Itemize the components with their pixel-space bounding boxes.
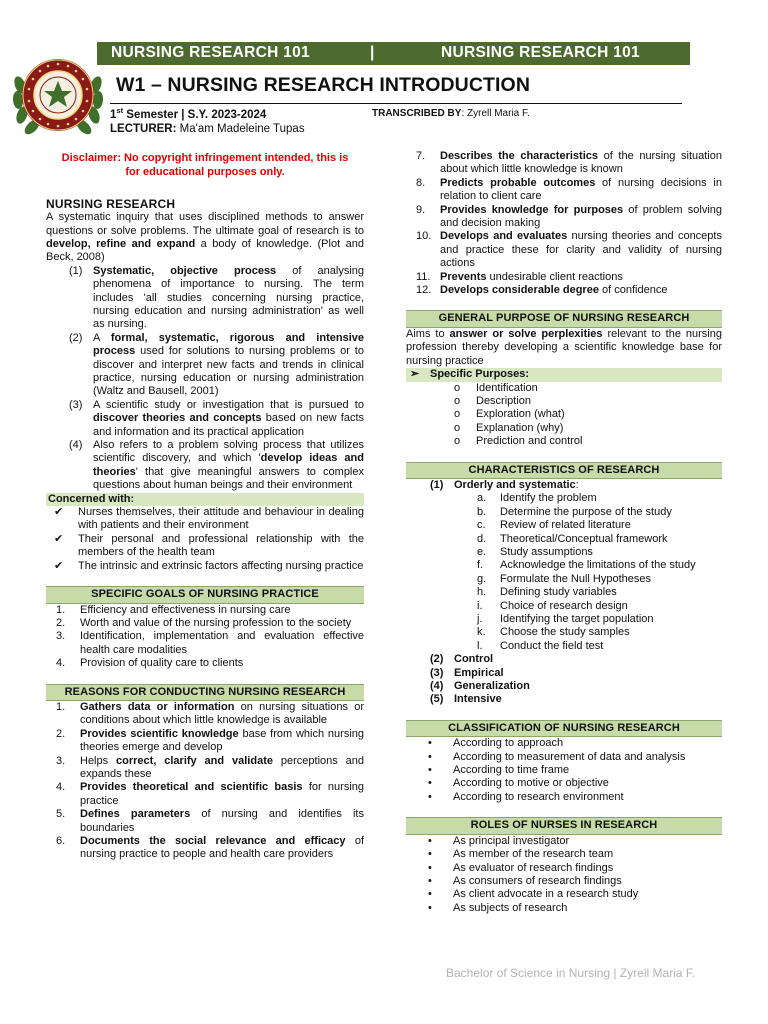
- item-emphasis: Systematic, objective process: [93, 264, 277, 277]
- item-emphasis: Provides theoretical and scientific basis: [80, 781, 303, 794]
- banner-separator: |: [370, 44, 375, 61]
- list-item: [477, 519, 722, 532]
- item-text: As principal investigator: [453, 834, 570, 847]
- list-item: [477, 546, 722, 559]
- item-text: As member of the research team: [453, 848, 614, 861]
- lecturer-label: LECTURER:: [110, 123, 177, 135]
- item-text: Control: [454, 653, 494, 666]
- item-emphasis: Develops considerable degree: [440, 284, 599, 297]
- concerned-list: [46, 506, 364, 573]
- left-column: [46, 150, 364, 862]
- list-item: [428, 875, 722, 888]
- circle-bullet-icon: o: [454, 394, 461, 407]
- item-number: 10.: [416, 230, 432, 243]
- lecturer-name: Ma'am Madeleine Tupas: [176, 123, 305, 135]
- item-letter: c.: [477, 519, 486, 532]
- item-text: Generalization: [454, 680, 530, 693]
- list-item: [416, 284, 722, 297]
- item-letter: h.: [477, 586, 487, 599]
- item-number: 11.: [416, 270, 431, 283]
- item-emphasis: develop ideas and theories: [93, 452, 364, 478]
- item-text: Their personal and professional relationship with the members of the health team: [78, 532, 364, 559]
- item-number: 6.: [56, 835, 66, 847]
- check-icon: ✔: [54, 506, 64, 519]
- item-text: Description: [476, 394, 532, 407]
- item-number: 7.: [416, 150, 426, 162]
- item-number: 4.: [56, 657, 66, 670]
- item-letter: g.: [477, 572, 487, 585]
- item-text: Theoretical/Conceptual framework: [500, 532, 668, 545]
- list-item: [430, 667, 722, 680]
- item-number: 8.: [416, 176, 426, 189]
- list-item: [428, 737, 722, 750]
- item-letter: f.: [477, 559, 484, 572]
- item-number: 2.: [56, 616, 66, 629]
- list-item: [477, 586, 722, 599]
- circle-bullet-icon: o: [454, 421, 461, 434]
- item-emphasis: Provides scientific knowledge: [80, 727, 239, 740]
- item-text: Orderly and systematic: [454, 478, 576, 491]
- header-banner: [97, 42, 690, 65]
- item-text: As consumers of research findings: [453, 874, 622, 887]
- transcribed-by: [372, 108, 530, 120]
- banner-right-title: NURSING RESEARCH 101: [441, 44, 640, 61]
- item-emphasis: Describes the characteristics: [440, 150, 598, 162]
- item-letter: b.: [477, 505, 487, 518]
- item-text: Review of related literature: [500, 519, 631, 532]
- item-number: (2): [69, 331, 83, 344]
- bullet-icon: •: [428, 861, 432, 874]
- purpose-text: Aims to: [406, 327, 450, 340]
- bullet-icon: •: [428, 834, 432, 847]
- item-text: of analysing phenomena of importance to nursing. The term includes 'all studies concerning nursing practice, nursing education and nursing administration' as well as nursing.: [93, 264, 364, 331]
- list-item: [69, 439, 364, 493]
- item-text: of nursing decisions in relation to client care: [440, 176, 722, 203]
- item-text: ' that give meaningful answers to complex questions about human beings and their environment: [93, 465, 364, 492]
- list-item: [428, 751, 722, 764]
- list-item: [416, 271, 722, 284]
- concerned-with-heading: Concerned with:: [46, 493, 364, 506]
- bullet-icon: •: [428, 750, 432, 763]
- item-number: (4): [69, 439, 83, 452]
- item-text: Efficiency and effectiveness in nursing care: [80, 603, 291, 616]
- transcribed-name: : Zyrell Maria F.: [461, 108, 530, 119]
- item-text: Identifying the target population: [500, 613, 654, 625]
- list-item: [54, 560, 364, 573]
- bullet-icon: •: [428, 901, 432, 914]
- nursing-research-definition: [46, 211, 364, 265]
- lecturer-info: [110, 122, 305, 136]
- list-item: [477, 533, 722, 546]
- semester-number: 1: [110, 109, 117, 121]
- list-item: [477, 626, 722, 639]
- definition-emphasis: develop, refine and expand: [46, 237, 196, 250]
- right-column: [406, 150, 722, 915]
- definitions-list: [46, 265, 364, 493]
- reasons-heading: REASONS FOR CONDUCTING NURSING RESEARCH: [46, 684, 364, 701]
- item-number: (3): [430, 666, 444, 679]
- item-number: (1): [69, 264, 83, 277]
- item-number: 12.: [416, 284, 432, 297]
- list-item: [454, 435, 722, 448]
- bullet-icon: •: [428, 874, 432, 887]
- list-item: [430, 653, 722, 666]
- orderly-steps-list: [406, 492, 722, 653]
- specific-purposes-label: Specific Purposes:: [430, 368, 530, 381]
- general-purpose-heading: GENERAL PURPOSE OF NURSING RESEARCH: [406, 310, 722, 327]
- item-text: According to motive or objective: [453, 777, 609, 790]
- item-text: of nursing practice to people and health care providers: [80, 835, 364, 861]
- item-text: Identification: [476, 381, 538, 394]
- item-text: Nurses themselves, their attitude and behaviour in dealing with patients and their environment: [78, 506, 364, 532]
- item-text: A: [93, 331, 111, 344]
- list-item: [428, 888, 722, 901]
- list-item: [428, 835, 722, 848]
- item-letter: a.: [477, 492, 487, 505]
- list-item: [454, 422, 722, 435]
- transcribed-label: TRANSCRIBED BY: [372, 108, 462, 119]
- classification-list: [406, 737, 722, 804]
- item-text: of nursing and identifies its boundaries: [80, 808, 364, 834]
- item-number: 9.: [416, 203, 426, 216]
- list-item: [56, 835, 364, 862]
- purpose-text: relevant to the nursing profession thereby developing a scientific knowledge base for nursing practice: [406, 327, 722, 367]
- item-text: The intrinsic and extrinsic factors affecting nursing practice: [78, 559, 364, 572]
- item-text: As client advocate in a research study: [453, 888, 639, 901]
- item-text: undesirable client reactions: [486, 270, 623, 283]
- list-item: [428, 848, 722, 861]
- item-letter: j.: [477, 613, 483, 625]
- item-text: nursing theories and concepts and practice these for clarity and validity of nursing actions: [440, 230, 722, 270]
- goals-heading: SPECIFIC GOALS OF NURSING PRACTICE: [46, 586, 364, 603]
- list-item: [430, 479, 722, 492]
- item-text: Empirical: [454, 666, 504, 679]
- bullet-icon: •: [428, 737, 432, 750]
- circle-bullet-icon: o: [454, 381, 461, 394]
- item-letter: l.: [477, 639, 483, 652]
- disclaimer: Disclaimer: No copyright infringement intended, this is for educational purposes only.: [61, 152, 349, 178]
- list-item: [56, 630, 364, 657]
- characteristics-list-rest: [406, 653, 722, 707]
- page-title: W1 – NURSING RESEARCH INTRODUCTION: [116, 74, 531, 96]
- list-item: [477, 613, 722, 626]
- item-text: Study assumptions: [500, 545, 593, 558]
- definition-text: A systematic inquiry that uses disciplined methods to answer questions or solve problems. The ultimate goal of research is to: [46, 211, 364, 237]
- general-purpose-text: [406, 328, 722, 368]
- item-text: of problem solving and decision making: [440, 203, 723, 230]
- circle-bullet-icon: o: [454, 435, 461, 448]
- list-item: [454, 408, 722, 421]
- item-text: Intensive: [454, 693, 502, 706]
- characteristics-heading: CHARACTERISTICS OF RESEARCH: [406, 462, 722, 479]
- item-text: Identify the problem: [500, 492, 597, 505]
- item-text: based on new facts and information and its practical application: [93, 412, 364, 438]
- item-number: 5.: [56, 808, 66, 821]
- item-emphasis: discover theories and concepts: [93, 412, 262, 425]
- item-text: of confidence: [598, 284, 668, 297]
- item-number: (1): [430, 478, 444, 491]
- item-text: Helps: [80, 754, 117, 767]
- bullet-icon: •: [428, 777, 432, 790]
- bullet-icon: •: [428, 888, 432, 901]
- list-item: [477, 573, 722, 586]
- item-number: 3.: [56, 630, 66, 643]
- item-text: Defining study variables: [500, 586, 617, 599]
- semester-text: Semester | S.Y. 2023-2024: [123, 109, 267, 121]
- item-text: As evaluator of research findings: [453, 861, 614, 874]
- semester-info: [110, 106, 266, 122]
- item-letter: e.: [477, 545, 487, 558]
- list-item: [454, 395, 722, 408]
- definition-text: a body of knowledge. (Plot and Beck, 2008): [46, 237, 364, 264]
- item-text: Determine the purpose of the study: [500, 505, 672, 518]
- item-number: (3): [69, 398, 83, 411]
- item-text: base from which nursing theories emerge and develop: [80, 727, 365, 754]
- item-emphasis: Gathers data or information: [80, 700, 235, 713]
- arrow-bullet-icon: ➢: [410, 368, 420, 381]
- list-item: [56, 808, 364, 835]
- item-number: (2): [430, 653, 444, 666]
- page-footer: Bachelor of Science in Nursing | Zyrell Maria F.: [446, 966, 696, 980]
- item-text: Conduct the field test: [500, 639, 604, 652]
- list-item: [69, 332, 364, 399]
- list-item: [54, 506, 364, 533]
- list-item: [428, 902, 722, 915]
- bullet-icon: •: [428, 764, 432, 777]
- list-item: [477, 640, 722, 653]
- list-item: [56, 617, 364, 630]
- specific-purposes-heading: [406, 368, 722, 381]
- roles-list: [406, 835, 722, 915]
- list-item: [69, 399, 364, 439]
- list-item: [477, 492, 722, 505]
- roles-heading: ROLES OF NURSES IN RESEARCH: [406, 817, 722, 834]
- item-text: A scientific study or investigation that is pursued to: [93, 398, 364, 411]
- list-item: [416, 204, 722, 231]
- list-item: [54, 533, 364, 560]
- classification-heading: CLASSIFICATION OF NURSING RESEARCH: [406, 720, 722, 737]
- list-item: [477, 506, 722, 519]
- bullet-icon: •: [428, 848, 432, 861]
- item-text: According to approach: [453, 737, 564, 750]
- item-number: 2.: [56, 727, 66, 740]
- item-text: of the nursing situation about which little knowledge is known: [440, 150, 722, 176]
- item-emphasis: formal, systematic, rigorous and intensive process: [93, 331, 364, 358]
- list-item: [56, 728, 364, 755]
- list-item: [428, 791, 722, 804]
- item-emphasis: Develops and evaluates: [440, 230, 568, 243]
- item-text: Acknowledge the limitations of the study: [500, 559, 696, 572]
- characteristics-list: [406, 479, 722, 492]
- purpose-emphasis: answer or solve perplexities: [449, 327, 603, 340]
- list-item: [56, 701, 364, 728]
- item-emphasis: correct, clarify and validate: [116, 754, 273, 767]
- check-icon: ✔: [54, 559, 64, 572]
- item-letter: k.: [477, 626, 486, 639]
- list-item: [56, 755, 364, 782]
- item-number: 3.: [56, 754, 66, 767]
- item-number: (5): [430, 693, 444, 706]
- list-item: [416, 230, 722, 270]
- item-emphasis: Provides knowledge for purposes: [440, 203, 624, 216]
- item-number: 4.: [56, 781, 66, 794]
- list-item: [454, 382, 722, 395]
- item-text: Also refers to a problem solving process that utilizes scientific discovery, and which ': [93, 439, 364, 465]
- item-text: perceptions and expands these: [80, 754, 364, 780]
- item-text: Choice of research design: [500, 599, 628, 612]
- goals-list: [46, 604, 364, 671]
- item-number: 1.: [56, 700, 66, 713]
- item-text: Explanation (why): [476, 421, 564, 434]
- list-item: [428, 777, 722, 790]
- item-text: According to time frame: [453, 764, 570, 777]
- list-item: [428, 764, 722, 777]
- list-item: [69, 265, 364, 332]
- list-item: [56, 781, 364, 808]
- item-text: Prediction and control: [476, 435, 583, 448]
- check-icon: ✔: [54, 532, 64, 545]
- item-number: 1.: [56, 603, 66, 616]
- bullet-icon: •: [428, 790, 432, 803]
- circle-bullet-icon: o: [454, 408, 461, 421]
- item-text: As subjects of research: [453, 901, 568, 914]
- item-emphasis: Defines parameters: [80, 808, 191, 821]
- list-item: [56, 604, 364, 617]
- item-text: Provision of quality care to clients: [80, 657, 244, 670]
- list-item: [477, 600, 722, 613]
- item-text: Identification, implementation and evaluation effective health care modalities: [80, 630, 364, 656]
- college-seal-icon: [10, 45, 106, 141]
- item-text: Formulate the Null Hypotheses: [500, 572, 652, 585]
- item-emphasis: Predicts probable outcomes: [440, 176, 596, 189]
- semester-suffix: st: [116, 106, 124, 115]
- item-text: on nursing situations or conditions about which little knowledge is available: [80, 700, 364, 727]
- list-item: [430, 693, 722, 706]
- item-text: used for solutions to nursing problems or to discover and interpret new facts and trends in clinical practice, nursing education or nursing administration (Waltz and Bausell, 2001): [93, 345, 364, 398]
- item-text: According to measurement of data and analysis: [453, 750, 686, 763]
- list-item: [430, 680, 722, 693]
- item-number: (4): [430, 680, 444, 693]
- title-divider: [110, 103, 682, 104]
- item-text: Exploration (what): [476, 408, 565, 421]
- item-letter: d.: [477, 532, 487, 545]
- item-text: Choose the study samples: [500, 626, 630, 639]
- reasons-list: [46, 701, 364, 862]
- reasons-list-continued: [406, 150, 722, 297]
- list-item: [477, 559, 722, 572]
- list-item: [56, 657, 364, 670]
- item-colon: :: [575, 478, 579, 491]
- nursing-research-heading: NURSING RESEARCH: [46, 196, 176, 211]
- item-emphasis: Documents the social relevance and efficacy: [80, 835, 346, 847]
- item-letter: i.: [477, 599, 483, 612]
- list-item: [428, 862, 722, 875]
- list-item: [416, 177, 722, 204]
- list-item: [416, 150, 722, 177]
- banner-left-title: NURSING RESEARCH 101: [111, 44, 310, 61]
- specific-purposes-list: [406, 382, 722, 449]
- item-text: for nursing practice: [80, 781, 365, 807]
- item-text: According to research environment: [453, 790, 624, 803]
- item-emphasis: Prevents: [440, 270, 487, 283]
- item-text: Worth and value of the nursing profession to the society: [80, 616, 352, 629]
